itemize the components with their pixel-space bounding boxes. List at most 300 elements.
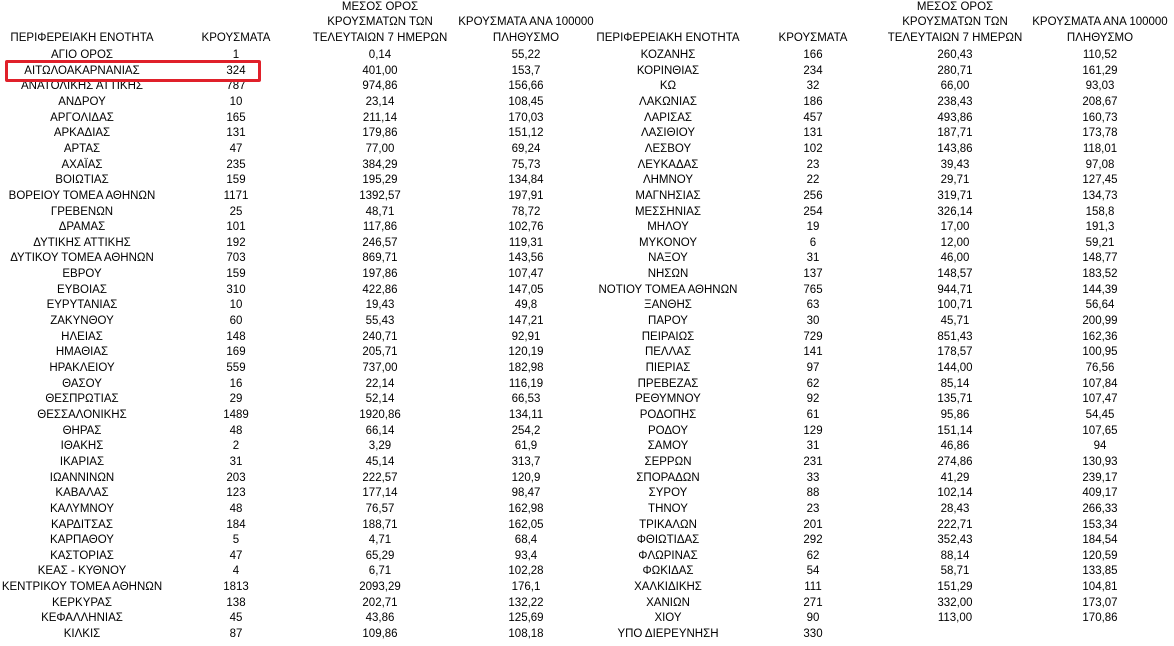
cell-cases: 10: [229, 95, 243, 108]
cell-cases: 184: [226, 518, 246, 531]
cell-region-name: ΣΕΡΡΩΝ: [644, 455, 692, 468]
column-header-region-name: [573, 31, 763, 47]
cell-per-100k: 173,78: [1082, 127, 1118, 140]
cell-cases: 31: [229, 455, 243, 468]
cell-cases: 457: [803, 111, 823, 124]
column-header-cases: [758, 31, 868, 47]
cell-cases: 159: [226, 268, 246, 281]
cell-region-name: ΜΥΚΟΝΟΥ: [638, 236, 698, 249]
cell-per-100k: 158,8: [1085, 205, 1115, 218]
cell-region-name: ΚΟΖΑΝΗΣ: [640, 49, 696, 61]
cell-region-name: ΔΥΤΙΚΗΣ ΑΤΤΙΚΗΣ: [33, 236, 131, 249]
cell-per-100k: 239,17: [1082, 471, 1118, 484]
cell-region-name: ΚΑΡΔΙΤΣΑΣ: [51, 518, 113, 531]
cell-cases: 54: [806, 565, 820, 578]
header-line: ΚΡΟΥΣΜΑΤΑ: [201, 32, 271, 45]
cell-region-name: ΕΒΡΟΥ: [62, 268, 102, 281]
cell-per-100k: 409,17: [1082, 487, 1118, 500]
cell-avg-7day: 45,71: [940, 315, 970, 328]
cell-avg-7day: 95,86: [940, 408, 970, 421]
cell-region-name: ΥΠΟ ΔΙΕΡΕΥΝΗΣΗ: [617, 628, 719, 641]
cell-cases: 330: [803, 628, 823, 641]
cell-cases: 559: [226, 362, 246, 374]
cell-cases: 23: [806, 158, 820, 171]
cell-region-name: ΒΟΡΕΙΟΥ ΤΟΜΕΑ ΑΘΗΝΩΝ: [8, 189, 156, 202]
cell-avg-7day: 17,00: [940, 221, 970, 234]
cell-avg-7day: 3,29: [368, 440, 392, 453]
cell-per-100k: 107,47: [1082, 393, 1118, 406]
cell-region-name: ΚΑΒΑΛΑΣ: [55, 487, 109, 500]
cell-cases: 101: [226, 221, 246, 234]
cell-avg-7day: 326,14: [937, 205, 973, 218]
cell-per-100k: 176,1: [511, 581, 541, 594]
cell-per-100k: 92,91: [511, 330, 541, 343]
column-header-region-name: [0, 31, 177, 47]
cell-avg-7day: 211,14: [362, 111, 398, 124]
cell-cases: 48: [229, 502, 243, 515]
cell-avg-7day: 260,43: [937, 49, 973, 61]
cell-cases: 22: [806, 174, 820, 187]
cell-avg-7day: 851,43: [937, 330, 973, 343]
cell-per-100k: 78,72: [511, 205, 541, 218]
cell-avg-7day: 177,14: [362, 487, 398, 500]
cell-avg-7day: 41,29: [940, 471, 970, 484]
cell-avg-7day: 88,14: [940, 549, 970, 562]
cell-avg-7day: 65,29: [365, 549, 395, 562]
cell-avg-7day: 205,71: [362, 346, 398, 359]
cell-per-100k: 97,08: [1085, 158, 1115, 171]
column-header-cases: [181, 31, 291, 47]
cell-avg-7day: 944,71: [937, 283, 973, 296]
cell-per-100k: 107,65: [1082, 424, 1118, 437]
cell-cases: 148: [226, 330, 246, 343]
cell-cases: 765: [803, 283, 823, 296]
cell-avg-7day: 102,14: [937, 487, 973, 500]
cell-avg-7day: 319,71: [937, 189, 973, 202]
cell-per-100k: 156,66: [508, 80, 544, 93]
cell-per-100k: 134,73: [1082, 189, 1118, 202]
cell-per-100k: 161,29: [1082, 64, 1118, 77]
cell-per-100k: 184,54: [1082, 534, 1118, 547]
cell-per-100k: 107,84: [1082, 377, 1118, 390]
cell-cases: 254: [803, 205, 823, 218]
cell-cases: 201: [803, 518, 823, 531]
cell-per-100k: 120,19: [508, 346, 544, 359]
header-line: ΠΕΡΙΦΕΡΕΙΑΚΗ ΕΝΟΤΗΤΑ: [596, 32, 740, 45]
cell-cases: 129: [803, 424, 823, 437]
cell-avg-7day: 869,71: [362, 252, 398, 265]
cell-per-100k: 147,05: [508, 283, 544, 296]
cell-avg-7day: 1920,86: [359, 408, 401, 421]
cell-per-100k: 120,9: [511, 471, 541, 484]
cell-cases: 1171: [223, 189, 249, 202]
cell-cases: 1813: [223, 581, 249, 594]
cell-region-name: ΑΝΔΡΟΥ: [58, 95, 106, 108]
cell-per-100k: 61,9: [514, 440, 538, 453]
header-line: ΠΛΗΘΥΣΜΟ: [492, 32, 560, 45]
cell-region-name: ΑΡΚΑΔΙΑΣ: [53, 127, 111, 140]
cell-per-100k: 200,99: [1082, 315, 1118, 328]
cell-region-name: ΕΥΡΥΤΑΝΙΑΣ: [46, 299, 118, 312]
cell-avg-7day: 202,71: [362, 596, 398, 609]
cell-cases: 131: [226, 127, 246, 140]
cell-avg-7day: 974,86: [362, 80, 398, 93]
cell-cases: 25: [229, 205, 243, 218]
cell-per-100k: 266,33: [1082, 502, 1118, 515]
cell-cases: 97: [806, 362, 820, 374]
header-line: ΤΕΛΕΥΤΑΙΩΝ 7 ΗΜΕΡΩΝ: [312, 32, 448, 45]
cell-cases: 10: [229, 299, 243, 312]
cell-region-name: ΑΧΑΪΑΣ: [61, 158, 103, 171]
cell-region-name: ΦΩΚΙΔΑΣ: [642, 565, 694, 578]
cell-cases: 729: [803, 330, 823, 343]
cell-region-name: ΜΗΛΟΥ: [647, 221, 689, 234]
cell-avg-7day: 22,14: [365, 377, 395, 390]
cell-cases: 62: [806, 377, 820, 390]
cell-avg-7day: 46,00: [940, 252, 970, 265]
cell-region-name: ΠΑΡΟΥ: [648, 315, 688, 328]
header-line: ΤΕΛΕΥΤΑΙΩΝ 7 ΗΜΕΡΩΝ: [887, 32, 1023, 45]
cell-cases: 231: [803, 455, 823, 468]
cell-cases: 102: [803, 142, 823, 155]
cell-region-name: ΚΙΛΚΙΣ: [63, 628, 101, 641]
cell-cases: 292: [803, 534, 823, 547]
cell-per-100k: 107,47: [508, 268, 544, 281]
cell-region-name: ΗΜΑΘΙΑΣ: [55, 346, 109, 359]
cell-avg-7day: 39,43: [940, 158, 970, 171]
cell-region-name: ΤΗΝΟΥ: [648, 502, 688, 515]
cell-per-100k: 191,3: [1085, 221, 1115, 234]
cell-cases: 310: [226, 283, 246, 296]
cell-per-100k: 125,69: [508, 612, 544, 625]
cell-avg-7day: 135,71: [937, 393, 973, 406]
column-header-avg-7day: [295, 0, 465, 47]
cell-per-100k: 134,11: [508, 408, 544, 421]
cell-region-name: ΧΑΛΚΙΔΙΚΗΣ: [634, 581, 702, 594]
cell-region-name: ΓΡΕΒΕΝΩΝ: [50, 205, 114, 218]
cell-region-name: ΡΕΘΥΜΝΟΥ: [635, 393, 701, 406]
cell-cases: 787: [226, 80, 246, 93]
cell-region-name: ΚΑΛΥΜΝΟΥ: [50, 502, 114, 515]
cell-region-name: ΚΑΣΤΟΡΙΑΣ: [50, 549, 114, 562]
cell-cases: 271: [803, 596, 823, 609]
cell-region-name: ΛΕΣΒΟΥ: [644, 142, 692, 155]
cell-avg-7day: 45,14: [365, 455, 395, 468]
cell-avg-7day: 401,00: [362, 64, 398, 77]
cell-cases: 703: [226, 252, 246, 265]
cell-region-name: ΞΑΝΘΗΣ: [644, 299, 692, 312]
header-line: ΚΡΟΥΣΜΑΤΑ: [778, 32, 848, 45]
column-header-per-100k: [1015, 15, 1174, 47]
cell-avg-7day: 2093,29: [359, 581, 401, 594]
cell-cases: 31: [806, 252, 820, 265]
cell-region-name: ΣΠΟΡΑΔΩΝ: [636, 471, 700, 484]
cell-avg-7day: 151,14: [937, 424, 973, 437]
cell-region-name: ΣΥΡΟΥ: [648, 487, 688, 500]
cell-cases: 111: [804, 581, 822, 594]
cell-region-name: ΘΕΣΠΡΩΤΙΑΣ: [45, 393, 119, 406]
cell-cases: 123: [226, 487, 246, 500]
cell-cases: 45: [229, 612, 243, 625]
cell-region-name: ΘΕΣΣΑΛΟΝΙΚΗΣ: [37, 408, 127, 421]
cell-cases: 1: [232, 49, 240, 61]
cell-cases: 16: [229, 377, 243, 390]
cell-cases: 324: [226, 64, 246, 77]
cell-cases: 166: [803, 49, 823, 61]
cell-per-100k: 160,73: [1082, 111, 1118, 124]
cell-region-name: ΔΥΤΙΚΟΥ ΤΟΜΕΑ ΑΘΗΝΩΝ: [10, 252, 154, 265]
cell-region-name: ΝΑΞΟΥ: [648, 252, 688, 265]
cell-per-100k: 118,01: [1082, 142, 1118, 155]
cell-avg-7day: 737,00: [362, 362, 398, 374]
cell-avg-7day: 246,57: [362, 236, 398, 249]
cell-cases: 2: [232, 440, 240, 453]
cell-per-100k: 110,52: [1082, 49, 1118, 61]
cell-region-name: ΚΟΡΙΝΘΙΑΣ: [636, 64, 700, 77]
cell-avg-7day: 100,71: [937, 299, 973, 312]
cell-region-name: ΚΕΦΑΛΛΗΝΙΑΣ: [41, 612, 123, 625]
cell-per-100k: 147,21: [508, 315, 544, 328]
cell-per-100k: 102,76: [508, 221, 544, 234]
cell-avg-7day: 66,00: [940, 80, 970, 93]
cell-cases: 235: [226, 158, 246, 171]
cell-per-100k: 170,03: [508, 111, 544, 124]
cell-cases: 4: [232, 565, 240, 578]
cell-avg-7day: 238,43: [937, 95, 973, 108]
cell-region-name: ΙΚΑΡΙΑΣ: [59, 455, 105, 468]
cell-region-name: ΘΑΣΟΥ: [62, 377, 102, 390]
cell-avg-7day: 77,00: [365, 142, 395, 155]
header-line: ΚΡΟΥΣΜΑΤΩΝ ΤΩΝ: [902, 16, 1008, 29]
cell-per-100k: 254,2: [511, 424, 541, 437]
cell-cases: 6: [809, 236, 817, 249]
cell-cases: 33: [806, 471, 820, 484]
cell-avg-7day: 1392,57: [359, 189, 401, 202]
cell-per-100k: 153,7: [511, 64, 541, 77]
cell-per-100k: 143,56: [508, 252, 544, 265]
cell-per-100k: 208,67: [1082, 95, 1118, 108]
header-line: ΚΡΟΥΣΜΑΤΩΝ ΤΩΝ: [327, 16, 433, 29]
cell-per-100k: 151,12: [508, 127, 544, 140]
highlight-box: [5, 60, 261, 82]
cell-per-100k: 313,7: [511, 455, 541, 468]
cell-region-name: ΖΑΚΥΝΘΟΥ: [50, 315, 114, 328]
cell-avg-7day: 66,14: [365, 424, 395, 437]
cell-per-100k: 56,64: [1085, 299, 1115, 312]
cell-region-name: ΙΘΑΚΗΣ: [60, 440, 104, 453]
cell-region-name: ΝΟΤΙΟΥ ΤΟΜΕΑ ΑΘΗΝΩΝ: [598, 283, 738, 296]
cell-cases: 1489: [223, 408, 249, 421]
cell-cases: 19: [806, 221, 820, 234]
cell-region-name: ΡΟΔΟΥ: [647, 424, 689, 437]
cell-per-100k: 76,56: [1085, 362, 1115, 374]
cell-avg-7day: 48,71: [365, 205, 395, 218]
cell-region-name: ΑΙΤΩΛΟΑΚΑΡΝΑΝΙΑΣ: [24, 64, 140, 77]
cell-avg-7day: 12,00: [940, 236, 970, 249]
cell-cases: 90: [806, 612, 820, 625]
cell-per-100k: 116,19: [508, 377, 544, 390]
cell-region-name: ΛΗΜΝΟΥ: [642, 174, 694, 187]
cell-per-100k: 104,81: [1082, 581, 1118, 594]
cell-cases: 159: [226, 174, 246, 187]
cell-avg-7day: 280,71: [937, 64, 973, 77]
cell-avg-7day: 493,86: [937, 111, 973, 124]
cell-region-name: ΔΡΑΜΑΣ: [58, 221, 106, 234]
cell-region-name: ΧΑΝΙΩΝ: [646, 596, 690, 609]
cell-region-name: ΛΕΥΚΑΔΑΣ: [637, 158, 699, 171]
cell-avg-7day: 23,14: [365, 95, 395, 108]
cell-per-100k: 170,86: [1082, 612, 1118, 625]
cell-per-100k: 69,24: [511, 142, 541, 155]
cell-region-name: ΚΩ: [659, 80, 677, 93]
cell-per-100k: 59,21: [1085, 236, 1115, 249]
cell-per-100k: 173,07: [1082, 596, 1118, 609]
cell-per-100k: 102,28: [508, 565, 544, 578]
cell-cases: 23: [806, 502, 820, 515]
cell-region-name: ΛΑΡΙΣΑΣ: [643, 111, 693, 124]
cell-avg-7day: 4,71: [368, 534, 392, 547]
cell-avg-7day: 179,86: [362, 127, 398, 140]
cell-cases: 169: [226, 346, 246, 359]
cell-region-name: ΑΝΑΤΟΛΙΚΗΣ ΑΤΤΙΚΗΣ: [20, 80, 143, 93]
cell-per-100k: 132,22: [508, 596, 544, 609]
cell-region-name: ΦΛΩΡΙΝΑΣ: [638, 549, 698, 562]
cell-avg-7day: 46,86: [940, 440, 970, 453]
cell-cases: 88: [806, 487, 820, 500]
cell-avg-7day: 28,43: [940, 502, 970, 515]
cell-avg-7day: 222,71: [937, 518, 973, 531]
cell-per-100k: 134,84: [508, 174, 544, 187]
cell-avg-7day: 19,43: [365, 299, 395, 312]
cell-per-100k: 75,73: [511, 158, 541, 171]
cell-avg-7day: 422,86: [362, 283, 398, 296]
cell-region-name: ΗΡΑΚΛΕΙΟΥ: [49, 362, 115, 374]
cell-avg-7day: 144,00: [937, 362, 973, 374]
cell-per-100k: 93,4: [514, 549, 538, 562]
cell-region-name: ΘΗΡΑΣ: [62, 424, 102, 437]
cell-avg-7day: 109,86: [362, 628, 398, 641]
cell-avg-7day: 6,71: [368, 565, 392, 578]
cell-cases: 47: [229, 549, 243, 562]
cell-avg-7day: 197,86: [362, 268, 398, 281]
cell-region-name: ΜΑΓΝΗΣΙΑΣ: [635, 189, 701, 202]
cell-avg-7day: 274,86: [937, 455, 973, 468]
cell-region-name: ΡΟΔΟΠΗΣ: [639, 408, 697, 421]
cell-region-name: ΣΑΜΟΥ: [647, 440, 689, 453]
cell-avg-7day: 113,00: [937, 612, 973, 625]
cell-per-100k: 120,59: [1082, 549, 1118, 562]
cell-avg-7day: 117,86: [362, 221, 398, 234]
cell-cases: 31: [806, 440, 820, 453]
cell-region-name: ΑΡΓΟΛΙΔΑΣ: [50, 111, 114, 124]
cell-region-name: ΠΕΛΛΑΣ: [644, 346, 692, 359]
cell-region-name: ΠΡΕΒΕΖΑΣ: [637, 377, 699, 390]
cell-region-name: ΚΕΝΤΡΙΚΟΥ ΤΟΜΕΑ ΑΘΗΝΩΝ: [1, 581, 163, 594]
cell-region-name: ΙΩΑΝΝΙΝΩΝ: [49, 471, 115, 484]
cell-region-name: ΒΟΙΩΤΙΑΣ: [55, 174, 109, 187]
cell-per-100k: 162,36: [1082, 330, 1118, 343]
cell-region-name: ΝΗΣΩΝ: [647, 268, 689, 281]
cell-region-name: ΠΙΕΡΙΑΣ: [645, 362, 691, 374]
cell-per-100k: 66,53: [511, 393, 541, 406]
cell-cases: 32: [806, 80, 820, 93]
cell-avg-7day: 29,71: [940, 174, 970, 187]
cell-avg-7day: 76,57: [365, 502, 395, 515]
cell-per-100k: 49,8: [514, 299, 538, 312]
cell-cases: 29: [229, 393, 243, 406]
cell-avg-7day: 188,71: [362, 518, 398, 531]
cell-region-name: ΧΙΟΥ: [654, 612, 682, 625]
cell-region-name: ΤΡΙΚΑΛΩΝ: [639, 518, 697, 531]
cell-cases: 192: [226, 236, 246, 249]
header-line: ΜΕΣΟΣ ΟΡΟΣ: [341, 0, 419, 13]
cell-per-100k: 127,45: [1082, 174, 1118, 187]
cell-per-100k: 108,18: [508, 628, 544, 641]
cell-cases: 165: [226, 111, 246, 124]
cell-region-name: ΑΡΤΑΣ: [63, 142, 101, 155]
cell-per-100k: 54,45: [1085, 408, 1115, 421]
cell-region-name: ΗΛΕΙΑΣ: [61, 330, 103, 343]
cell-region-name: ΚΕΑΣ - ΚΥΘΝΟΥ: [37, 565, 127, 578]
cell-avg-7day: 384,29: [362, 158, 398, 171]
cell-region-name: ΚΕΡΚΥΡΑΣ: [52, 596, 112, 609]
cell-cases: 138: [226, 596, 246, 609]
cell-cases: 60: [229, 315, 243, 328]
cell-cases: 234: [803, 64, 823, 77]
cell-cases: 203: [226, 471, 246, 484]
cell-cases: 131: [803, 127, 823, 140]
cell-cases: 5: [232, 534, 240, 547]
cell-per-100k: 197,91: [508, 189, 544, 202]
cell-avg-7day: 222,57: [362, 471, 398, 484]
cell-avg-7day: 187,71: [937, 127, 973, 140]
cell-avg-7day: 52,14: [365, 393, 395, 406]
cell-per-100k: 130,93: [1082, 455, 1118, 468]
cell-region-name: ΕΥΒΟΙΑΣ: [57, 283, 107, 296]
cell-per-100k: 183,52: [1082, 268, 1118, 281]
cell-cases: 186: [803, 95, 823, 108]
cell-per-100k: 133,85: [1082, 565, 1118, 578]
cell-per-100k: 93,03: [1085, 80, 1115, 93]
cell-region-name: ΛΑΣΙΘΙΟΥ: [640, 127, 696, 140]
cell-per-100k: 100,95: [1082, 346, 1118, 359]
header-line: ΜΕΣΟΣ ΟΡΟΣ: [916, 0, 994, 13]
cell-avg-7day: 352,43: [937, 534, 973, 547]
cell-avg-7day: 148,57: [937, 268, 973, 281]
header-line: ΠΕΡΙΦΕΡΕΙΑΚΗ ΕΝΟΤΗΤΑ: [10, 32, 154, 45]
cell-avg-7day: 151,29: [937, 581, 973, 594]
cell-per-100k: 119,31: [508, 236, 544, 249]
cell-per-100k: 98,47: [511, 487, 541, 500]
cell-region-name: ΜΕΣΣΗΝΙΑΣ: [634, 205, 702, 218]
cell-cases: 87: [229, 628, 243, 641]
cell-cases: 141: [803, 346, 823, 359]
cell-per-100k: 144,39: [1082, 283, 1118, 296]
cell-cases: 61: [806, 408, 820, 421]
header-line: ΠΛΗΘΥΣΜΟ: [1066, 32, 1134, 45]
cell-avg-7day: 55,43: [365, 315, 395, 328]
cell-per-100k: 162,05: [508, 518, 544, 531]
header-line: ΚΡΟΥΣΜΑΤΑ ΑΝΑ 100000: [1032, 16, 1168, 29]
cell-cases: 30: [806, 315, 820, 328]
cell-per-100k: 182,98: [508, 362, 544, 374]
cell-avg-7day: 85,14: [940, 377, 970, 390]
cell-cases: 256: [803, 189, 823, 202]
cell-cases: 48: [229, 424, 243, 437]
cell-region-name: ΦΘΙΩΤΙΔΑΣ: [636, 534, 700, 547]
cell-region-name: ΛΑΚΩΝΙΑΣ: [639, 95, 697, 108]
cell-region-name: ΚΑΡΠΑΘΟΥ: [50, 534, 114, 547]
